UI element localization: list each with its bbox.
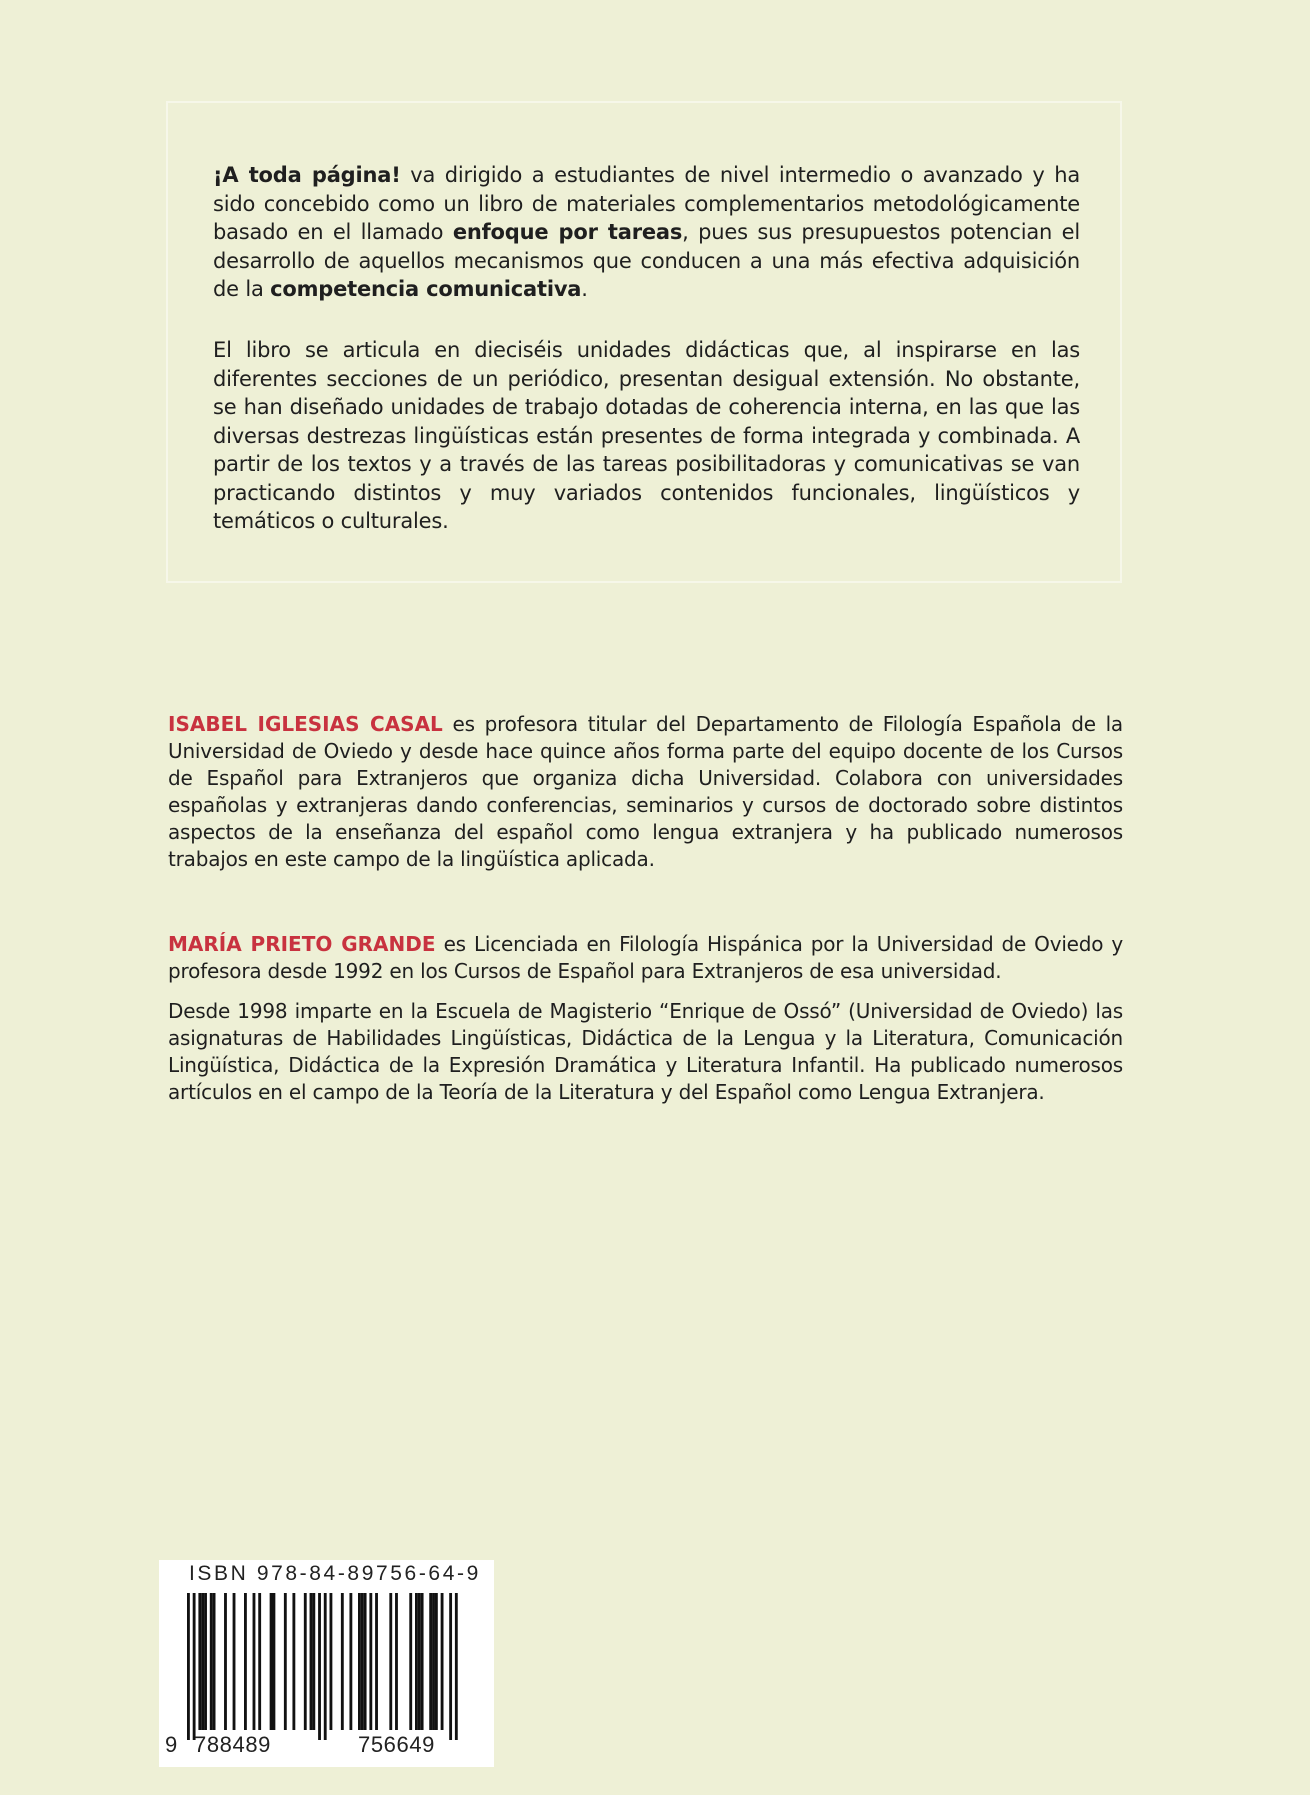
barcode-bar (389, 1593, 392, 1730)
barcode-bar (409, 1593, 412, 1730)
book-title: ¡A toda página! (213, 163, 401, 187)
barcode-bar (224, 1593, 227, 1730)
barcode-bar (258, 1593, 261, 1730)
barcode-bar (375, 1593, 378, 1730)
author-bio-1 (168, 711, 1123, 873)
barcode-bar (284, 1593, 287, 1730)
barcode-bar (449, 1593, 452, 1740)
barcode-bar (429, 1593, 432, 1730)
intro-bold-2: competencia comunicativa (270, 277, 582, 301)
barcode-bar (312, 1593, 315, 1730)
barcode-bar (292, 1593, 295, 1730)
barcode-bar (304, 1593, 307, 1730)
isbn-label: ISBN 978-84-89756-64-9 (189, 1562, 481, 1585)
barcode-bar (210, 1593, 213, 1730)
author-name: MARÍA PRIETO GRANDE (168, 932, 436, 956)
intro-bold-1: enfoque por tareas (452, 220, 683, 244)
barcode-bar (441, 1593, 444, 1730)
barcode-bar (318, 1593, 321, 1740)
barcode-bar (273, 1593, 276, 1730)
barcode-bar (187, 1593, 190, 1740)
isbn-barcode-block (159, 1560, 494, 1767)
barcode-bar (213, 1593, 216, 1730)
barcode-bar (204, 1593, 207, 1730)
barcode-bar (324, 1593, 327, 1740)
barcode-bar (193, 1593, 196, 1740)
intro-text-3: . (581, 277, 588, 301)
barcode-bar (310, 1593, 313, 1730)
author-bio-2 (168, 931, 1123, 985)
barcode-bar (395, 1593, 398, 1730)
barcode-bar (233, 1593, 236, 1730)
author-bio-text: es profesora titular del Departamento de Filología Española de la Universidad de Oviedo y desde hace quince años forma parte del equipo docente de los Cursos de Español para Extranjeros que organiza dicha Universidad. Colabora con universidades españolas y extranjeras dando conferencias, seminarios y cursos de doctorado sobre distintos aspectos de la enseñanza del español como lengua extranjera y ha publicado numerosos trabajos en este campo de la lingüística aplicada. (168, 712, 1123, 871)
barcode-bar (330, 1593, 333, 1730)
barcode-bar (361, 1593, 364, 1730)
intro-paragraph-1 (213, 161, 1080, 304)
barcode-bar (358, 1593, 361, 1730)
author-bio-2-continued: Desde 1998 imparte en la Escuela de Magisterio “Enrique de Ossó” (Universidad de Oviedo) las asignaturas de Habilidades Lingüísticas, Didáctica de la Lengua y la Literatura, Comunicación Lingüística, Didáctica de la Expresión Dramática y Literatura Infantil. Ha publicado numerosos artículos en el campo de la Teoría de la Literatura y del Español como Lengua Extranjera. (168, 999, 1123, 1104)
barcode-bar (201, 1593, 204, 1730)
author-bio-text: es Licenciada en Filología Hispánica por la Universidad de Oviedo y profesora desde 1992 en los Cursos de Español para Extranjeros de esa universidad. (168, 932, 1124, 983)
barcode-bar (253, 1593, 256, 1730)
barcode-bar (421, 1593, 424, 1730)
barcode-bar (435, 1593, 438, 1730)
barcode-bar (455, 1593, 458, 1740)
barcode-bar (270, 1593, 273, 1730)
intro-text-1: va dirigido a estudiantes de nivel intermedio o avanzado y ha sido concebido como un libro de materiales complementarios metodológicamente basado en el llamado (213, 163, 1080, 244)
barcode-bar (349, 1593, 352, 1730)
barcode-digits-left: 788489 (194, 1732, 272, 1757)
author-name: ISABEL IGLESIAS CASAL (168, 712, 443, 736)
intro-paragraph-2: El libro se articula en dieciséis unidades didácticas que, al inspirarse en las diferentes secciones de un periódico, presentan desigual extensión. No obstante, se han diseñado unidades de trabajo dotadas de coherencia interna, en las que las diversas destrezas lingüísticas están presentes de forma integrada y combinada. A partir de los textos y a través de las tareas posibilitadoras y comunicativas se van practicando distintos y muy variados contenidos funcionales, lingüísticos y temáticos o culturales. (213, 338, 1080, 533)
barcode-bar (198, 1593, 201, 1730)
barcode-bar (244, 1593, 247, 1730)
barcode-bar (369, 1593, 372, 1730)
barcode-digit-first: 9 (165, 1732, 178, 1757)
intro-text-2: , pues sus presupuestos potencian el desarrollo de aquellos mecanismos que conducen a una más efectiva adquisición de la (213, 220, 1080, 301)
barcode-digits-right: 756649 (358, 1732, 436, 1757)
barcode-bar (418, 1593, 421, 1730)
barcode-bar (364, 1593, 367, 1730)
barcode-bar (432, 1593, 435, 1730)
barcode-bar (341, 1593, 344, 1730)
barcode-bar (415, 1593, 418, 1730)
